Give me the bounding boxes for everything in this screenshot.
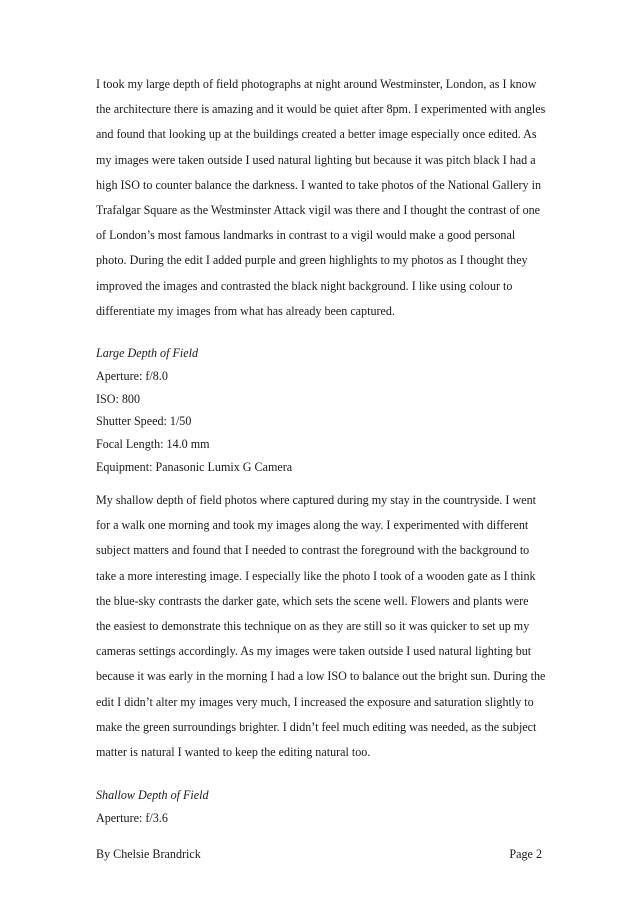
paragraph-large-depth-of-field: I took my large depth of field photographs at night around Westminster, London, as I know the architecture there is amazing and it would be quiet after 8pm. I experimented with angles and found that looking up at the buildings created a better image especially once edited. As my images were taken outside I used natural lighting but because it was pitch black I had a high ISO to counter balance the darkness. I wanted to take photos of the National Gallery in Trafalgar Square as the Westminster Attack vigil was there and I thought the contrast of one of London’s most famous landmarks in contrast to a vigil would make a good personal photo. During the edit I added purple and green highlights to my photos as I thought they improved the images and contrasted the black night background. I like using colour to differentiate my images from what has already been captured. (96, 77, 546, 318)
large-dof-equipment: Equipment: Panasonic Lumix G Camera (96, 459, 293, 474)
paragraph-shallow-depth-of-field: My shallow depth of field photos where captured during my stay in the countryside. I went for a walk one morning and took my images along the way. I experimented with different subject matters and found that I needed to contrast the foreground with the background to take a more interesting image. I especially like the photo I took of a wooden gate as I think the blue-sky contrasts the darker gate, which sets the scene well. Flowers and plants were the easiest to demonstrate this technique on as they are still so it was quicker to set up my cameras settings accordingly. As my images were taken outside I used natural lighting but because it was early in the morning I had a low ISO to balance out the bright sun. During the edit I didn’t alter my images very much, I increased the exposure and saturation slightly to make the green surroundings brighter. I didn’t feel much editing was needed, as the subject matter is natural I wanted to keep the editing natural too. (96, 493, 546, 760)
shallow-dof-aperture: Aperture: f/3.6 (96, 810, 168, 825)
footer-page-number: Page 2 (509, 847, 542, 861)
large-dof-shutter-speed: Shutter Speed: 1/50 (96, 414, 192, 429)
shallow-dof-heading: Shallow Depth of Field (96, 788, 209, 802)
large-dof-iso: ISO: 800 (96, 391, 141, 406)
large-dof-focal-length: Focal Length: 14.0 mm (96, 437, 210, 452)
footer-author: By Chelsie Brandrick (96, 847, 201, 861)
large-dof-heading: Large Depth of Field (96, 346, 198, 360)
shallow-dof-settings (96, 784, 546, 830)
large-dof-settings (96, 342, 546, 479)
large-dof-aperture: Aperture: f/8.0 (96, 368, 168, 383)
